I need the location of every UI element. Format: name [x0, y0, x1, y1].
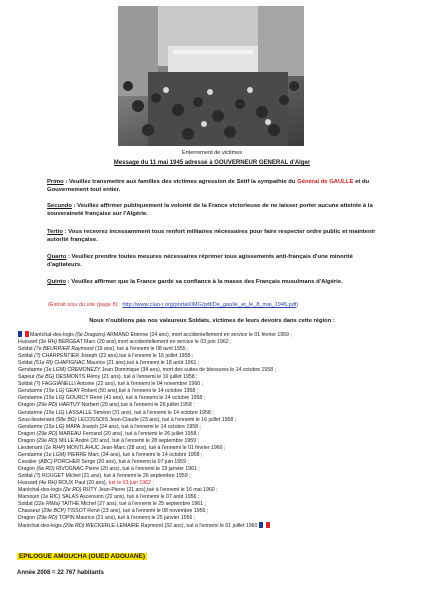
soldier-text: MILLE André (20 ans), tué à l'ennemi le 28 septembre 1959 ;: [57, 437, 199, 444]
crowd-photo: [118, 6, 304, 146]
soldier-unit: (?): [34, 472, 41, 479]
soldier-unit: (?): [34, 353, 41, 360]
soldier-row: [18, 466, 410, 473]
soldier-row: [18, 501, 410, 508]
soldier-text: CHARPENTIER Joseph (22 ans),tué à l'ennemi le 16 juillet 1958 ;: [40, 353, 194, 360]
soldier-row: [18, 417, 410, 424]
soldier-row: [18, 410, 410, 417]
soldier-row: [18, 395, 410, 402]
soldier-unit: (1e RHP): [43, 444, 66, 451]
soldier-row: [18, 508, 410, 515]
soldier-unit: (5e BG): [36, 374, 55, 381]
french-flag-icon: [259, 522, 270, 528]
soldier-row: [18, 360, 410, 367]
soldier-unit: (15e LG): [43, 395, 65, 402]
soldier-row: [18, 445, 410, 452]
paragraph-secundo: [47, 202, 387, 219]
population-line: Année 2008 = 22 767 habitants: [17, 570, 104, 576]
soldier-text: ARMAND Etienne (24 ans), mort accidentellement en service le 01 février 1959 ;: [105, 332, 292, 338]
soldier-text: SALAS Ascension (22 ans), tué à l'ennemi le 07 août 1956 ;: [60, 494, 200, 501]
soldier-grade: Dragon: [18, 437, 37, 444]
soldier-unit: (15e LG): [43, 409, 65, 416]
soldier-row: [18, 331, 410, 339]
soldier-unit: (58e BG): [55, 416, 77, 423]
paragraph-text-end: et du Gouvernement tout entier.: [47, 179, 370, 194]
paragraph-quarto: [47, 253, 387, 270]
soldier-unit: (3e RH): [38, 339, 57, 346]
soldier-highlight: tué le 03 juin 1962: [108, 479, 151, 486]
soldier-text: GOURCY René (41 ans), tué à l'ennemi le 14 octobre 1958 ;: [64, 395, 206, 402]
paragraph-label: Primo: [47, 179, 64, 185]
reference-prefix: (Extrait issu du site (page 8) :: [48, 302, 123, 308]
soldier-grade: Soldat: [18, 353, 35, 360]
soldier-unit: (29e RD): [36, 402, 58, 409]
soldier-list: [18, 331, 410, 530]
soldier-unit: (29e BCP): [41, 508, 66, 515]
soldier-unit: (5e Dragons): [75, 332, 106, 338]
soldier-grade: Dragon: [18, 430, 37, 437]
soldier-row: [18, 431, 410, 438]
soldier-text: PORCHER Serge (20 ans), tué à l'ennemi le 07 juin 1959 ;: [52, 458, 189, 465]
soldier-grade: Gendarme: [18, 423, 44, 430]
soldier-unit: (ABC): [38, 458, 53, 465]
paragraph-text: : Veuillez affirmer publiquement la volonté de la France victorieuse de ne laisser porter aucune atteinte à la souveraineté française sur l'Algérie.: [47, 203, 373, 218]
paragraph-label: Tertio: [47, 229, 63, 235]
paragraph-tertio: [47, 228, 387, 245]
soldier-text: TAITHE Michel (27 ans), tué à l'ennemi le 25 septembre 1961 ;: [60, 501, 206, 508]
soldier-text: MAREAU Fernand (20 ans), tué à l'ennemi le 26 juillet 1958 ;: [57, 430, 200, 437]
soldier-grade: Maréchal-des-logis: [18, 487, 64, 494]
soldier-row: [18, 424, 410, 431]
soldier-text: GEAY Robert (50 ans),tué à l'ennemi le 14 octobre 1958 ;: [64, 388, 199, 395]
soldier-row: [18, 459, 410, 466]
soldier-grade: Sapeur: [18, 374, 37, 381]
paragraph-quinto: [47, 278, 387, 286]
soldier-text: ROUGET Michel (21 ans), tué à l'ennemi le 26 septembre 1959 ;: [40, 472, 191, 479]
reference-suffix: ): [296, 302, 299, 308]
soldier-unit: (4e RH): [38, 479, 57, 486]
soldier-grade: Dragon: [18, 515, 37, 522]
soldier-text: TOPIN Maurice (21 ans), tué à l'ennemi le 25 janvier 1956 ;: [57, 515, 196, 522]
soldier-unit: (1e LGM): [43, 367, 66, 374]
epilogue-heading: EPILOGUE AMOUCHA (OUED ADOUANE): [19, 553, 146, 560]
soldier-grade: Gendarme: [18, 409, 44, 416]
soldier-grade: Soldat: [18, 381, 35, 388]
soldier-text: MAPA Joseph (24 ans), tué à l'ennemi le 14 octobre 1958 ;: [64, 423, 201, 430]
soldier-text: MONTLAHUC Jean-Marc (28 ans), tué à l'ennemi le 01 février 1960 ;: [65, 444, 226, 451]
soldier-grade: Cavalier: [18, 458, 39, 465]
soldier-unit: (15e LG): [43, 388, 65, 395]
soldier-grade: Maréchal-des-logis: [18, 523, 64, 530]
soldier-text: PIERRE Marc (34 ans), tué à l'ennemi le 14 octobre 1958 ;: [65, 451, 203, 458]
soldier-row: [18, 367, 410, 374]
soldier-text: RIVOGNAC Pierre (20 ans), tué à l'ennemi le 19 janvier 1961 ;: [54, 465, 200, 472]
soldier-grade: Hussard: [18, 339, 39, 346]
soldier-grade: Sous-lieutenant: [18, 416, 56, 423]
photo-caption: Enterrement de victimes: [181, 150, 243, 156]
soldier-text: CHAPIGNAC Maurice (21 ans),tué à l'ennemi le 18 août 1961 ;: [52, 360, 200, 367]
soldier-text: WECKERLE-LEMAIRE Raymond (32 ans), tué à l'ennemi le 01 juillet 1960: [84, 523, 258, 530]
soldier-grade: Soldat: [18, 360, 35, 367]
soldier-row: [18, 522, 410, 530]
soldier-text: TISSOT René (23 ans), tué à l'ennemi le 08 novembre 1956 ;: [65, 508, 209, 515]
soldier-row: [18, 452, 410, 459]
soldier-row: [18, 473, 410, 480]
paragraph-text: : Veuillez affirmer que la France garde sa confiance à la masse des Français musulmans d'Algérie.: [65, 279, 343, 285]
soldier-unit: (1e RIC): [40, 494, 61, 501]
soldier-row: [18, 374, 410, 381]
soldier-unit: (29e RD): [36, 437, 58, 444]
soldier-unit: (?): [34, 381, 41, 388]
paragraph-label: Quarto: [47, 254, 67, 260]
source-reference: [48, 302, 298, 308]
soldier-grade: Gendarme: [18, 395, 44, 402]
reference-link[interactable]: http://www.clan-r.org/portail/IMG/pdf/De_gaulle_et_le_8_mai_1945.pdf: [122, 302, 297, 308]
soldier-row: [18, 438, 410, 445]
paragraph-primo: [47, 178, 387, 195]
soldier-row: [18, 339, 410, 346]
soldier-unit: (22e RIMa): [34, 501, 61, 508]
soldier-text: LASSALLE Siméon (31 ans), tué à l'ennemi le 14 octobre 1958 ;: [64, 409, 214, 416]
soldier-text: CREMONEZY Jean Dominique (34 ans), mort des suites de blessures le 14 octobre 1958 ;: [65, 367, 276, 374]
soldier-text: FAGGIANELLI Antoine (22 ans), tué à l'ennemi le 04 novembre 1960 ;: [40, 381, 203, 388]
soldier-grade: Hussard: [18, 479, 39, 486]
soldier-text: BERGEAT Marc (20 ans),mort accidentellement en service le 03 juin 1962 ;: [56, 339, 232, 346]
soldier-unit: (29e RD): [36, 430, 58, 437]
soldier-grade: Maréchal-des-logis: [30, 332, 76, 338]
soldier-grade: Dragon: [18, 465, 37, 472]
soldier-text: ROUX Paul (20 ans),: [56, 479, 109, 486]
soldier-row: [18, 494, 410, 501]
soldier-grade: Gendarme: [18, 388, 44, 395]
soldier-text: (19 ans), tué à l'ennemi le 08 avril 1955 ;: [93, 346, 189, 353]
soldier-row: [18, 381, 410, 388]
soldier-row: [18, 487, 410, 494]
soldier-grade: Gendarme: [18, 451, 44, 458]
soldier-unit: (51e RI): [34, 360, 53, 367]
soldier-unit: (29e RD): [63, 523, 85, 530]
soldier-row: [18, 353, 410, 360]
soldier-row: [18, 388, 410, 395]
soldier-grade: Gendarme: [18, 367, 44, 374]
paragraph-label: Quinto: [47, 279, 66, 285]
paragraph-label: Secundo: [47, 203, 72, 209]
soldier-row: [18, 402, 410, 409]
soldier-text: RUTY Jean-Pierre (21 ans),tué à l'ennemi le 16 mai 1960 ;: [81, 487, 218, 494]
soldier-unit: (29e RD): [36, 515, 58, 522]
soldier-grade: Soldat: [18, 472, 35, 479]
french-flag-icon: [18, 331, 29, 337]
paragraph-text: : Veuillez prendre toutes mesures nécessaires réprimer tous agissements anti-français d'une minorité d'agitateurs.: [47, 254, 353, 269]
soldier-text: DESMONTS Rémy (21 ans), tué à l'ennemi le 16 juillet 1958 ;: [54, 374, 198, 381]
soldier-unit: (15e LG): [43, 423, 65, 430]
soldier-unit: (7e BEURRIER Raymond: [34, 346, 94, 353]
soldier-unit: (6e RD): [36, 465, 55, 472]
soldier-grade: Dragon: [18, 402, 37, 409]
soldier-grade: Soldat: [18, 501, 35, 508]
soldier-unit: (2e RD): [63, 487, 82, 494]
paragraph-highlight: Général de GAULLE: [297, 179, 354, 185]
soldier-grade: Marsouin: [18, 494, 41, 501]
soldier-grade: Soldat: [18, 346, 35, 353]
soldier-unit: (1e LGM): [43, 451, 66, 458]
paragraph-text: : Vous recevrez incessamment tous renfort militaires nécessaires pour faire respecter ordre public et maintenir autorité française.: [47, 229, 376, 244]
message-title: Message du 11 mai 1945 adressé à GOUVERNEUR GENERAL d'Alger: [113, 160, 311, 166]
photo-image: [118, 6, 304, 146]
soldiers-intro: Nous n'oublions pas nos valeureux Soldats, victimes de leurs devoirs dans cette région :: [89, 318, 335, 324]
soldier-grade: Lieutenant: [18, 444, 44, 451]
soldier-row: Hussard (4e RH) ROUX Paul (20 ans), tué le 03 juin 1962 ;: [18, 479, 154, 486]
soldier-row: [18, 515, 410, 522]
soldier-grade: Chasseur: [18, 508, 42, 515]
soldier-row: [18, 346, 410, 353]
soldier-text: LECOSSOIS Jean-Claude (23 ans), tué à l'ennemi le 16 juillet 1958 ;: [76, 416, 237, 423]
soldier-text: HARTUY Norbert (20 ans),tué à l'ennemi le 26 juillet 1958 ;: [57, 402, 195, 409]
paragraph-text: : Veuillez transmettre aux familles des victimes agression de Sétif la sympathie du: [63, 179, 298, 185]
